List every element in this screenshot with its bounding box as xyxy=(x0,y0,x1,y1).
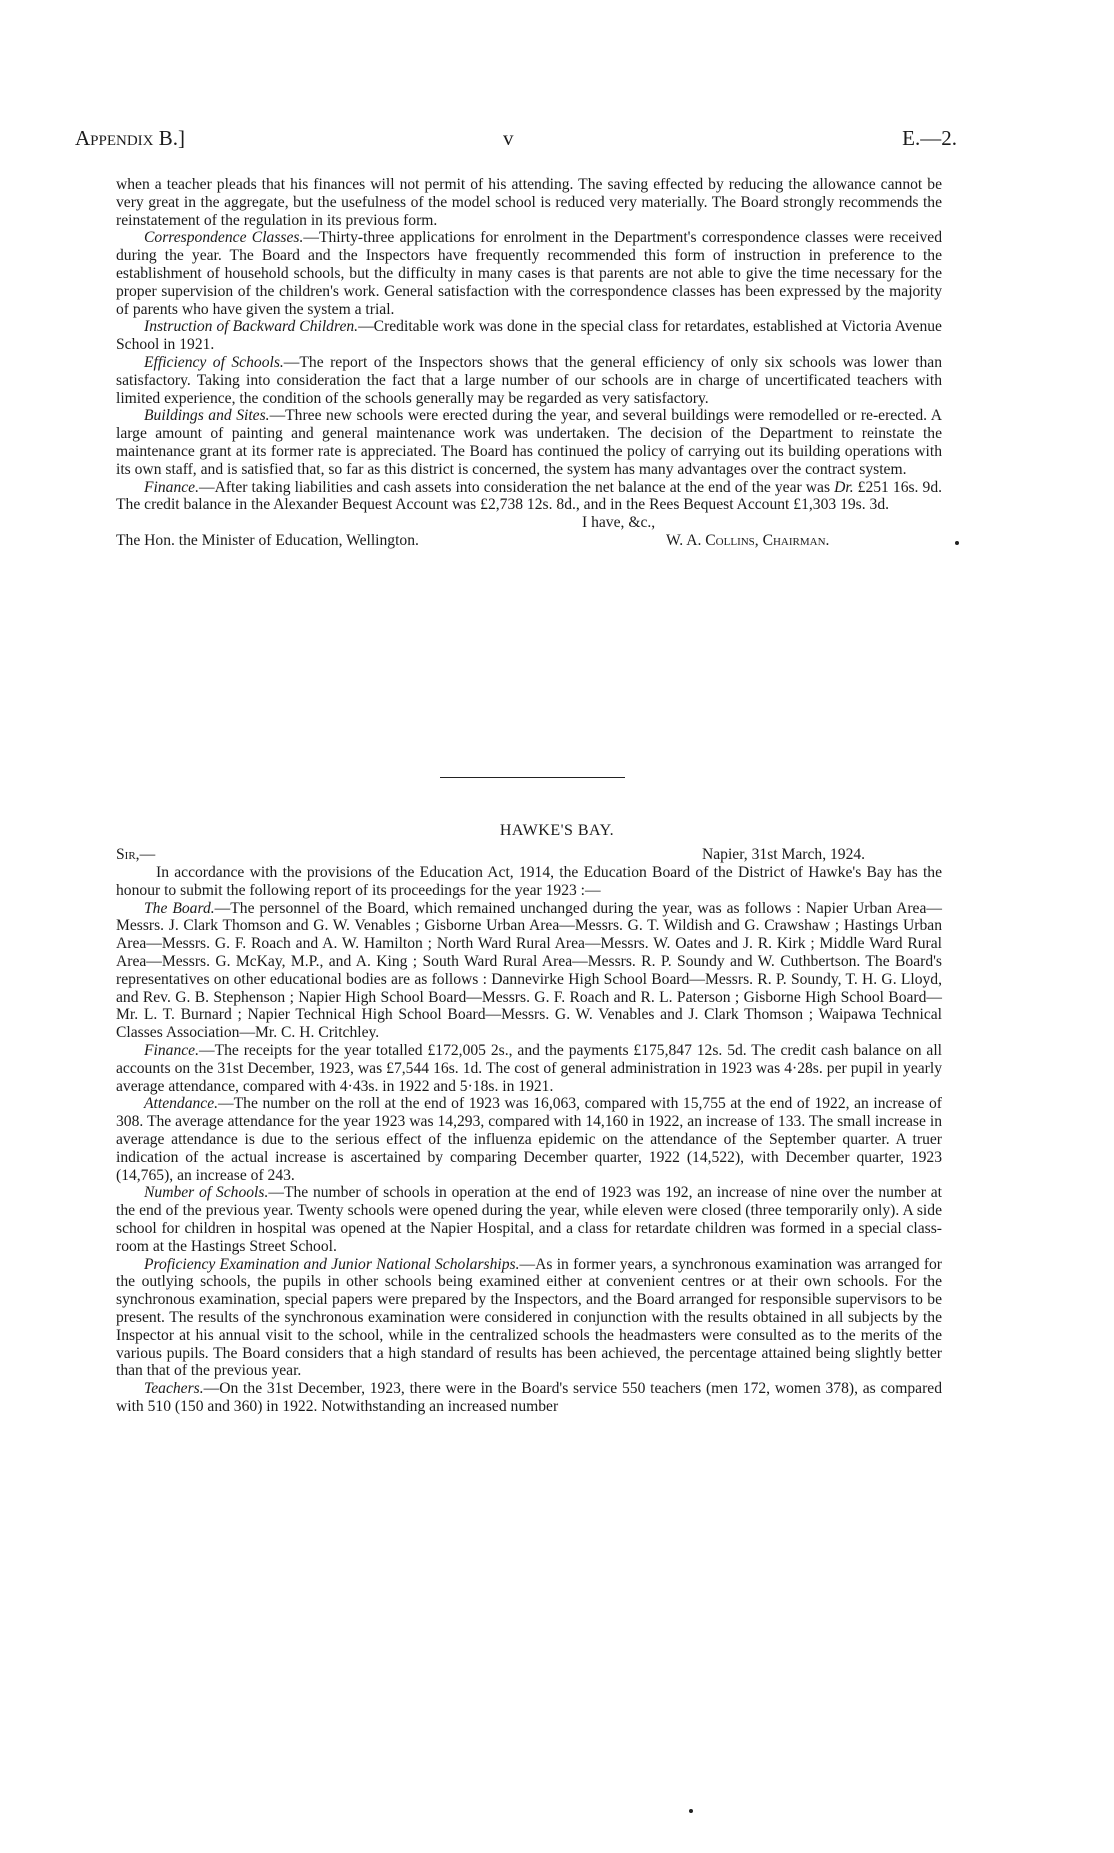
appendix-label: Appendix B.] xyxy=(75,126,186,150)
signature-row xyxy=(116,532,942,550)
paragraph-proficiency: Proficiency Examination and Junior National Scholarships.—As in former years, a synchronous examination was arranged for the outlying schools, the pupils in other schools being examined either at convenient centres or at their own schools. For the synchronous examination, special papers were prepared by the Inspectors, and the Board arranged for responsible supervisors to be present. The results of the synchronous examination were considered in conjunction with the results obtained in all subjects by the Inspector at his annual visit to the school, while in the centralized schools the headmasters were consulted as to the merits of the various pupils. The Board considers that a high standard of results has been achieved, the percentage attained being slightly better than that of the previous year. xyxy=(116,1255,943,1380)
stray-mark xyxy=(689,1809,693,1813)
paragraph-finance: Finance.—The receipts for the year totalled £172,005 2s., and the payments £175,847 12s. 5d. The credit cash balance on all accounts on the 31st December, 1923, was £7,544 16s. 1d. The cost of general administration in 1923 was 4·28s. per pupil in yearly average attendance, compared with 4·43s. in 1922 and 5·18s. in 1921. xyxy=(116,1041,942,1095)
section-title: The Board. xyxy=(144,899,215,917)
section-title: Finance. xyxy=(144,478,199,496)
paragraph-schools: Number of Schools.—The number of schools in operation at the end of 1923 was 192, an increase of nine over the number at the end of the previous year. Twenty schools were opened during the year, while eleven were closed (three temporarily only). A side school for children in hospital was opened at the Napier Hospital, and a class for retardate children was formed in a special class-room at the Hastings Street School. xyxy=(116,1184,942,1255)
paragraph-finance: Finance.—After taking liabilities and cash assets into consideration the net balance at the end of the year was Dr. £251 16s. 9d. The credit balance in the Alexander Bequest Account was £2,738 12s. 8d., and in the Rees Bequest Account £1,303 19s. 3d. xyxy=(116,478,943,514)
paragraph-teachers: Teachers.—On the 31st December, 1923, there were in the Board's service 550 teachers (men 172, women 378), as compared with 510 (150 and 360) in 1922. Notwithstanding an increased number xyxy=(116,1380,942,1415)
paragraph-efficiency: Efficiency of Schools.—The report of the Inspectors shows that the general efficiency of only six schools was lower than satisfactory. Taking into consideration the fact that a large number of our schools are in charge of uncertificated teachers with limited experience, the condition of the schools generally may be regarded as very satisfactory. xyxy=(116,353,942,407)
section-title: Attendance. xyxy=(144,1095,219,1113)
hawkes-bay-section xyxy=(116,846,942,1416)
place-date: Napier, 31st March, 1924. xyxy=(702,846,866,863)
paragraph-backward-children: Instruction of Backward Children.—Creditable work was done in the special class for retardates, established at Victoria Avenue School in 1921. xyxy=(116,318,942,354)
top-section xyxy=(116,176,942,550)
page-number: v xyxy=(503,126,514,150)
paragraph-board: The Board.—The personnel of the Board, which remained unchanged during the year, was as follows : Napier Urban Area—Messrs. J. Clark Thomson and G. W. Venables ; Gisborne Urban Area—Messrs. G. T. Wildish and G. Crawshaw ; Hastings Urban Area—Messrs. G. F. Roach and A. W. Hamilton ; North Ward Rural Area—Messrs. W. Oates and J. R. Kirk ; Middle Ward Rural Area—Messrs. G. McKay, M.P., and A. King ; South Ward Rural Area—Messrs. R. P. Soundy and W. Cuthbertson. The Board's representatives on other educational bodies are as follows : Dannevirke High School Board—Messrs. R. P. Soundy, T. H. G. Lloyd, and Rev. G. B. Stephenson ; Napier High School Board—Messrs. G. F. Roach and R. L. Paterson ; Gisborne High School Board—Mr. L. T. Burnard ; Napier Technical High School Board—Messrs. G. W. Venables and J. Clark Thomson ; Waipawa Technical Classes Association—Mr. C. H. Critchley. xyxy=(116,899,942,1042)
paragraph-correspondence-classes: Correspondence Classes.—Thirty-three applications for enrolment in the Department's correspondence classes were received during the year. The Board and the Inspectors have frequently recommended this form of instruction in preference to the establishment of household schools, but the difficulty in many cases is that parents are not able to give the time necessary for the proper supervision of the children's work. General satisfaction with the correspondence classes has been expressed by the majority of parents who have given the system a trial. xyxy=(116,229,942,318)
addressee: The Hon. the Minister of Education, Wellington. xyxy=(116,532,419,550)
section-title: Proficiency Examination and Junior National Scholarships. xyxy=(144,1255,520,1273)
section-title: Buildings and Sites. xyxy=(144,407,270,425)
paragraph-intro: In accordance with the provisions of the Education Act, 1914, the Education Board of the District of Hawke's Bay has the honour to submit the following report of its proceedings for the year 1923 :— xyxy=(116,864,942,899)
salutation-row xyxy=(116,846,942,864)
paragraph-model-school: when a teacher pleads that his finances will not permit of his attending. The saving effected by reducing the allowance cannot be very great in the aggregate, but the usefulness of the model school is reduced very materially. The Board strongly recommends the reinstatement of the regulation in its previous form. xyxy=(116,176,942,229)
paragraph-attendance: Attendance.—The number on the roll at the end of 1923 was 16,063, compared with 15,755 at the end of 1922, an increase of 308. The average attendance for the year 1923 was 14,293, compared with 14,160 in 1922, an increase of 133. The small increase in average attendance is due to the serious effect of the influenza epidemic on the attendance of the September quarter. A truer indication of the actual increase is ascertained by comparing December quarter, 1922 (14,522), with December quarter, 1923 (14,765), an increase of 243. xyxy=(116,1095,942,1184)
stray-mark xyxy=(955,541,959,545)
page-header xyxy=(75,126,957,156)
section-title: Efficiency of Schools. xyxy=(144,353,284,371)
section-title: Number of Schools. xyxy=(144,1184,269,1202)
document-code: E.—2. xyxy=(902,126,957,150)
salutation: Sir,— xyxy=(116,846,156,863)
section-title: Correspondence Classes. xyxy=(144,229,304,247)
closing: I have, &c., xyxy=(582,514,656,532)
signature: W. A. Collins, Chairman. xyxy=(666,532,830,550)
section-heading: HAWKE'S BAY. xyxy=(499,822,615,839)
closing-row xyxy=(116,514,942,532)
paragraph-buildings: Buildings and Sites.—Three new schools were erected during the year, and several buildings were remodelled or re-erected. A large amount of painting and general maintenance work was undertaken. The decision of the Department to reinstate the maintenance grant at its former rate is appreciated. The Board has continued the policy of carrying out its building operations with its own staff, and is satisfied that, so far as this district is concerned, the system has many advantages over the contract system. xyxy=(116,407,942,478)
section-title: Teachers. xyxy=(144,1380,204,1398)
section-divider xyxy=(440,777,625,778)
section-title: Finance. xyxy=(144,1041,199,1059)
section-title: Instruction of Backward Children. xyxy=(144,318,359,336)
